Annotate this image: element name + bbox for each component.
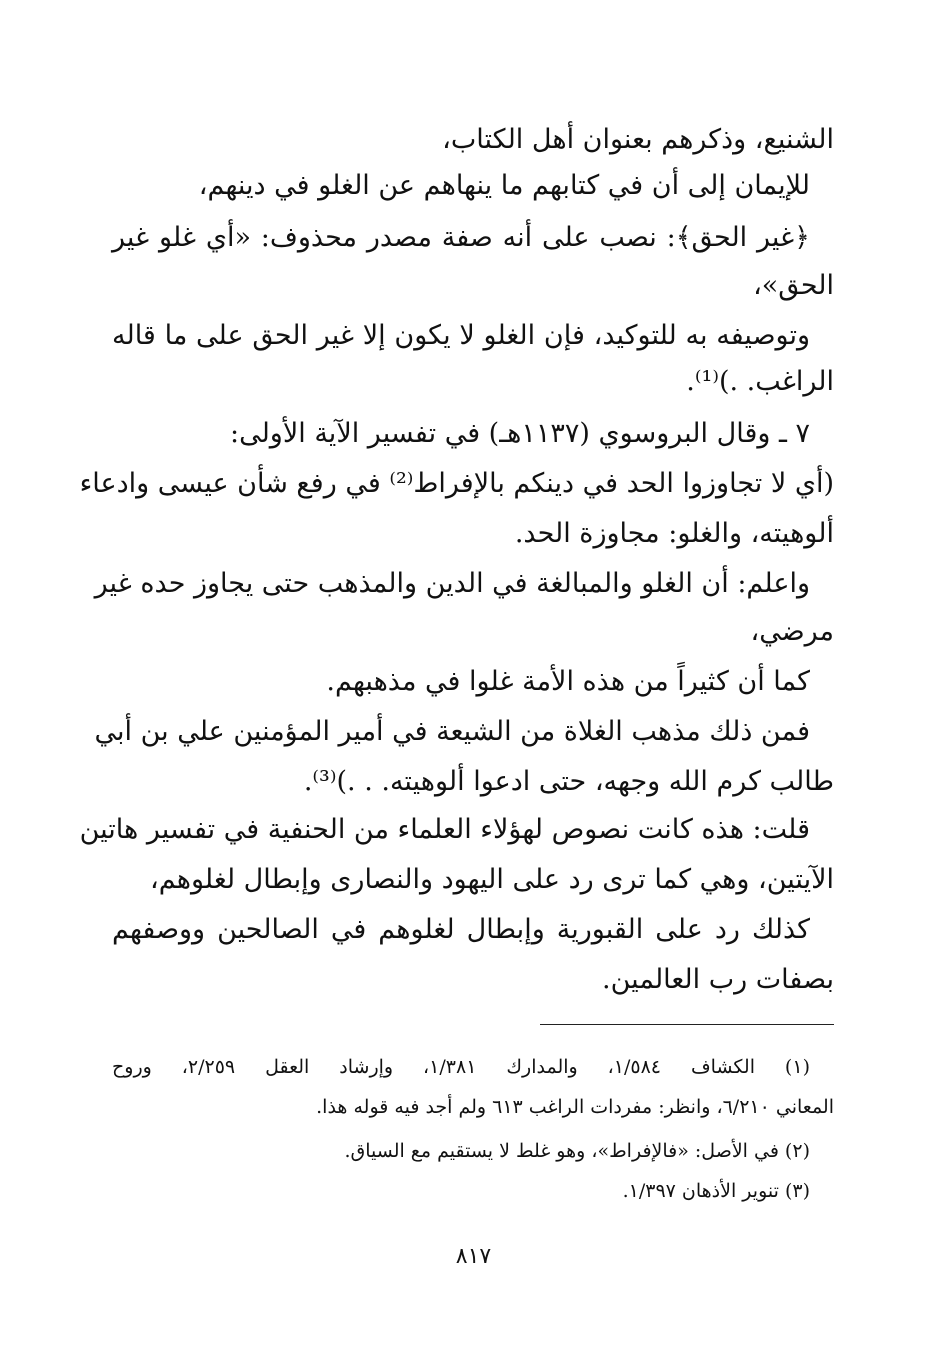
- footnote-separator: [540, 1024, 834, 1025]
- body-line: ٧ ـ وقال البروسوي (١١٣٧هـ) في تفسير الآية الأولى:: [229, 418, 810, 449]
- body-line: طالب كرم الله وجهه، حتى ادعوا ألوهيته. . .)⁽³⁾.: [303, 766, 834, 797]
- footnote-line: المعاني ٦/٢١٠، وانظر: مفردات الراغب ٦١٣ ولم أجد فيه قوله هذا.: [316, 1096, 834, 1118]
- body-line: واعلم: أن الغلو والمبالغة في الدين والمذهب حتى يجاوز حده غير: [94, 568, 810, 599]
- body-line: للإيمان إلى أن في كتابهم ما ينهاهم عن الغلو في دينهم،: [198, 170, 810, 201]
- body-line: كذلك رد على القبورية وإبطال لغلوهم في الصالحين ووصفهم: [112, 914, 810, 945]
- body-line: الشنيع، وذكرهم بعنوان أهل الكتاب،: [442, 124, 834, 155]
- body-line: فمن ذلك مذهب الغلاة من الشيعة في أمير المؤمنين علي بن أبي: [94, 716, 810, 747]
- body-line: وتوصيفه به للتوكيد، فإن الغلو لا يكون إلا غير الحق على ما قاله: [112, 320, 810, 351]
- footnote-line: (٢) في الأصل: «فالإفراط»، وهو غلط لا يستقيم مع السياق.: [344, 1140, 810, 1162]
- footnote-line: (٣) تنوير الأذهان ١/٣٩٧.: [622, 1180, 810, 1202]
- body-line: الحق»،: [753, 270, 834, 301]
- body-line: ﴿غير الحق﴾: نصب على أنه صفة مصدر محذوف: «أي غلو غير: [112, 222, 810, 253]
- body-line: (أي لا تجاوزوا الحد في دينكم بالإفراط⁽²⁾ في رفع شأن عيسى وادعاء: [79, 468, 834, 499]
- body-line: الراغب. .)⁽¹⁾.: [686, 366, 834, 397]
- footnote-line: (١) الكشاف ١/٥٨٤، والمدارك ١/٣٨١، وإرشاد العقل ٢/٢٥٩، وروح: [112, 1056, 810, 1078]
- body-line: قلت: هذه كانت نصوص لهؤلاء العلماء من الحنفية في تفسير هاتين: [79, 814, 810, 845]
- body-line: الآيتين، وهي كما ترى رد على اليهود والنصارى وإبطال لغلوهم،: [150, 864, 834, 895]
- body-line: ألوهيته، والغلو: مجاوزة الحد.: [514, 518, 834, 549]
- body-line: بصفات رب العالمين.: [602, 964, 834, 995]
- page-number: ٨١٧: [455, 1244, 492, 1269]
- body-line: مرضي،: [750, 616, 834, 647]
- body-line: كما أن كثيراً من هذه الأمة غلوا في مذهبهم.: [326, 666, 810, 697]
